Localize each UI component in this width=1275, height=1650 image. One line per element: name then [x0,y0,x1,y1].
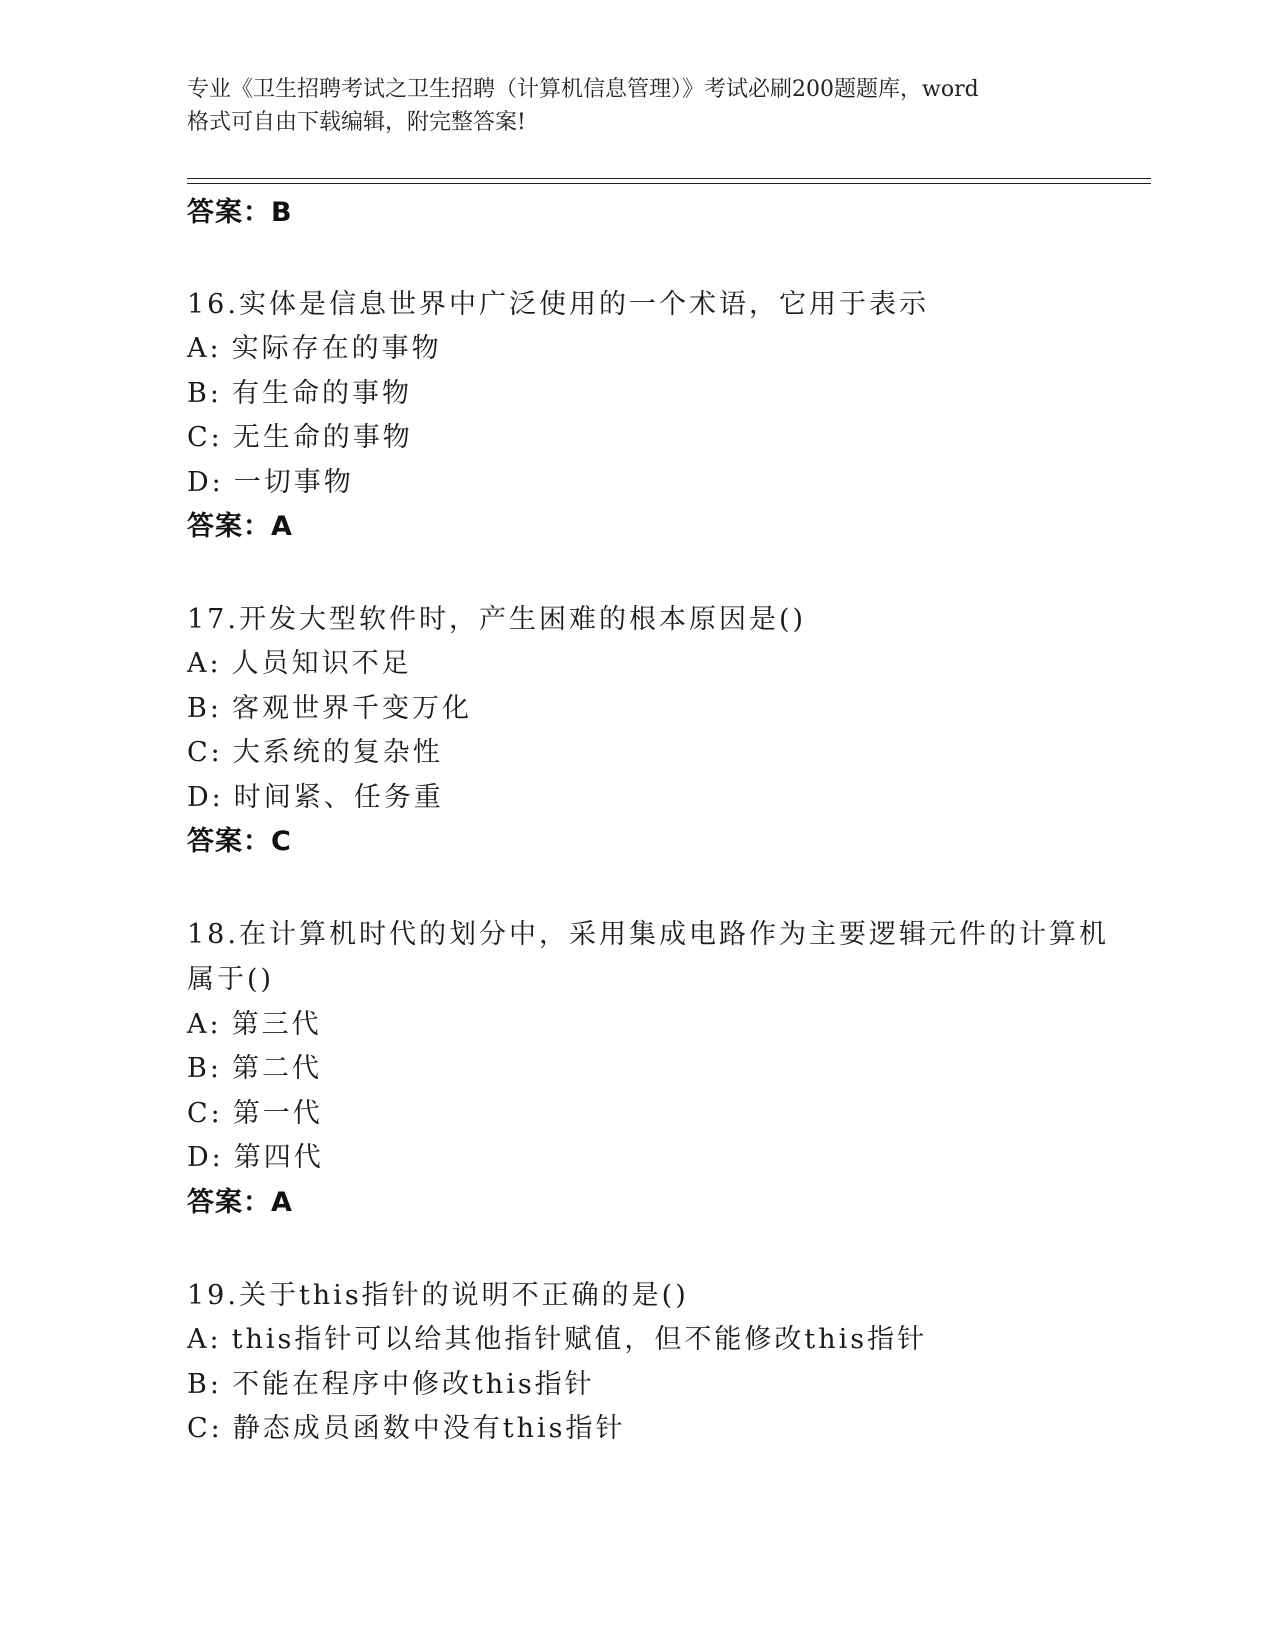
option-letter: C: [187,737,223,768]
option-text: 第一代 [232,1098,323,1129]
question-19-option-a [187,1317,927,1356]
option-letter: B: [187,1369,222,1400]
header-line-2: 格式可自由下载编辑，附完整答案! [187,110,526,135]
option-text: 时间紧、任务重 [233,782,444,813]
question-17-text: 17.开发大型软件时，产生困难的根本原因是() [187,604,807,635]
question-16-option-a [187,326,442,365]
question-16-answer: 答案：A [187,511,293,542]
option-text: 第三代 [231,1009,322,1040]
question-16-option-b [187,371,412,410]
header-line-1: 专业《卫生招聘考试之卫生招聘（计算机信息管理）》考试必刷200题题库，word [187,77,979,102]
option-text: 无生命的事物 [232,422,413,453]
option-letter: D: [187,782,224,813]
option-text: 不能在程序中修改this指针 [231,1369,595,1400]
option-text: 有生命的事物 [231,378,412,409]
option-letter: C: [187,1413,223,1444]
question-18-option-d [187,1135,324,1174]
option-letter: A: [187,1324,222,1355]
option-letter: B: [187,378,222,409]
option-letter: D: [187,1142,224,1173]
question-17-option-a [187,641,412,680]
option-text: 静态成员函数中没有this指针 [232,1413,626,1444]
question-19-option-c [187,1406,626,1445]
question-16-option-d [187,460,354,499]
option-letter: A: [187,648,222,679]
option-letter: B: [187,693,222,724]
option-text: 客观世界千变万化 [231,693,472,724]
option-text: 实际存在的事物 [231,333,442,364]
option-letter: C: [187,422,223,453]
header-rule-top [187,178,1151,179]
option-text: 一切事物 [233,467,354,498]
question-19-option-b [187,1362,595,1401]
header-rule-bottom [187,183,1151,184]
question-18-option-c [187,1091,323,1130]
question-18-answer: 答案：A [187,1187,293,1218]
option-letter: B: [187,1053,222,1084]
question-18-text-line-1: 18.在计算机时代的划分中，采用集成电路作为主要逻辑元件的计算机 [187,919,1109,950]
option-letter: A: [187,1009,222,1040]
question-18-option-b [187,1046,322,1085]
option-text: 人员知识不足 [231,648,412,679]
question-17-option-b [187,686,472,725]
option-text: 第二代 [231,1053,322,1084]
question-17-option-c [187,730,443,769]
option-letter: D: [187,467,224,498]
option-text: this指针可以给其他指针赋值，但不能修改this指针 [231,1324,928,1355]
option-text: 大系统的复杂性 [232,737,443,768]
question-18-text-line-2: 属于() [187,964,275,995]
option-letter: C: [187,1098,223,1129]
document-header [187,73,1087,139]
question-17-option-d [187,775,444,814]
question-17-answer: 答案：C [187,826,292,857]
question-19-text: 19.关于this指针的说明不正确的是() [187,1280,689,1311]
option-text: 第四代 [233,1142,324,1173]
question-16-option-c [187,415,413,454]
previous-answer: 答案：B [187,197,293,228]
option-letter: A: [187,333,222,364]
question-18-option-a [187,1002,322,1041]
question-16-text: 16.实体是信息世界中广泛使用的一个术语，它用于表示 [187,289,929,320]
